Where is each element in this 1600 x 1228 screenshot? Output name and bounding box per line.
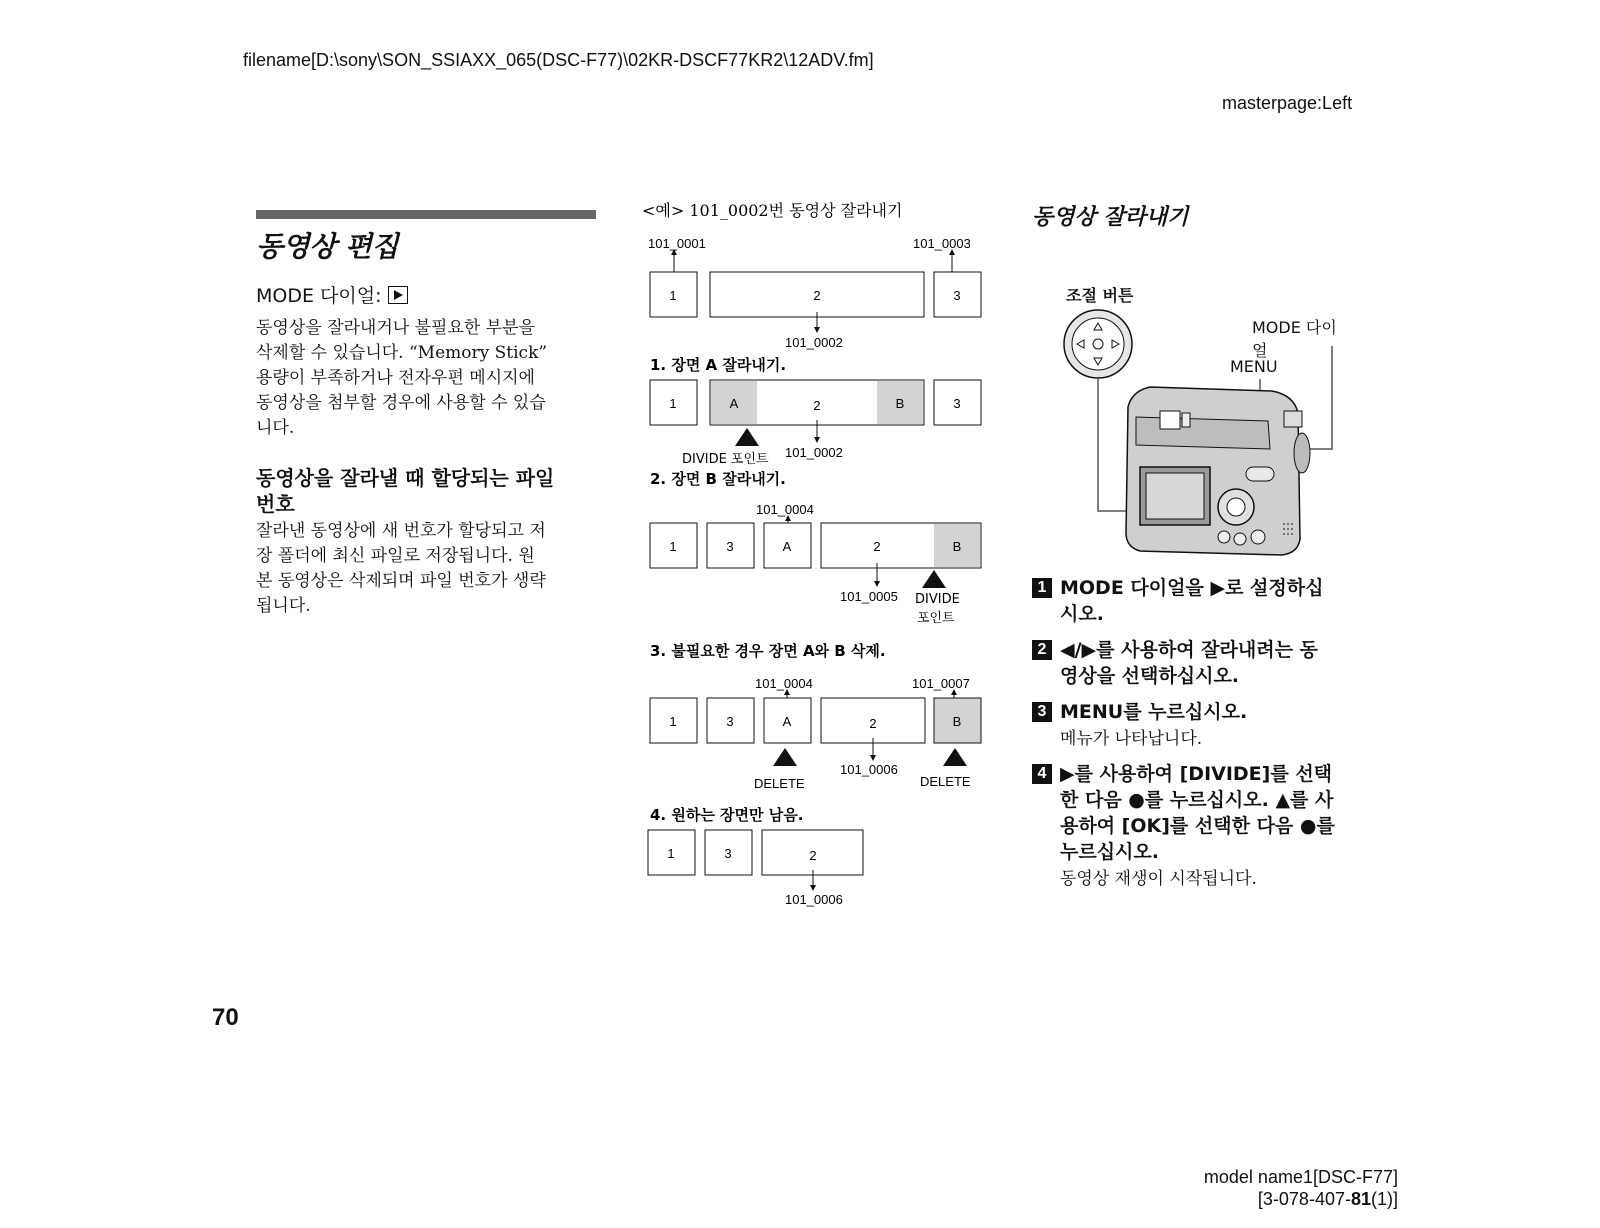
divide-label: DIVIDE <box>915 592 960 607</box>
clip-label: 1 <box>669 714 677 729</box>
step1-label: 1. 장면 A 잘라내기. <box>650 356 787 374</box>
label-101-0001: 101_0001 <box>648 236 706 251</box>
delete-label: DELETE <box>920 774 971 789</box>
control-button-label: 조절 버튼 <box>1066 286 1134 305</box>
step-line: 시오. <box>1060 603 1104 625</box>
step-line: 누르십시오. <box>1060 841 1159 863</box>
clip-label: 2 <box>809 848 817 863</box>
clip-label: 2 <box>813 398 821 413</box>
clip-label: 2 <box>869 716 877 731</box>
clip-label: 3 <box>726 539 734 554</box>
body-line: 됩니다. <box>256 596 311 616</box>
model-line-1: model name1[DSC-F77] <box>1203 1167 1398 1187</box>
clip-label: 2 <box>873 539 881 554</box>
divide-point-label: DIVIDE 포인트 <box>682 452 769 467</box>
step-text <box>1060 637 1318 689</box>
divide-point-marker <box>735 428 759 446</box>
file-number-heading <box>256 465 596 517</box>
delete-label: DELETE <box>754 776 805 791</box>
right-column <box>1032 200 1372 891</box>
clip-label: 1 <box>669 539 677 554</box>
label-101-0003: 101_0003 <box>913 236 971 251</box>
step-note: 동영상 재생이 시작됩니다. <box>1060 869 1257 889</box>
mode-dial-label: MODE 다이얼 <box>1252 318 1337 360</box>
label-101-0004: 101_0004 <box>756 502 814 517</box>
point-label: 포인트 <box>917 611 955 626</box>
clip-label: 3 <box>726 714 734 729</box>
model-code-suffix: (1)] <box>1371 1189 1398 1209</box>
play-mode-icon <box>388 286 408 304</box>
clip-label: 1 <box>667 846 675 861</box>
page-number: 70 <box>212 1004 239 1031</box>
intro-line: 동영상을 잘라내거나 불필요한 부분을 <box>256 318 535 338</box>
body-line: 잘라낸 동영상에 새 번호가 할당되고 저 <box>256 521 546 541</box>
step-number: 4 <box>1032 764 1052 784</box>
label-101-0006: 101_0006 <box>785 892 843 907</box>
intro-line: 니다. <box>256 418 295 438</box>
label-101-0006: 101_0006 <box>840 762 898 777</box>
intro-line: 용량이 부족하거나 전자우편 메시지에 <box>256 368 535 388</box>
model-line-2 <box>1188 1188 1398 1210</box>
body-line: 본 동영상은 삭제되며 파일 번호가 생략 <box>256 571 546 591</box>
mode-dial-line <box>256 281 596 308</box>
label-101-0004: 101_0004 <box>755 676 813 691</box>
heading-line: 동영상을 잘라낼 때 할당되는 파일 <box>256 466 555 490</box>
step-line: 용하여 [OK]를 선택한 다음 ●를 <box>1060 815 1335 837</box>
step-number: 3 <box>1032 702 1052 722</box>
step4-label: 4. 원하는 장면만 남음. <box>650 806 804 824</box>
step-line: ◀/▶를 사용하여 잘라내려는 동 <box>1060 639 1318 661</box>
instruction-step-1 <box>1032 575 1372 627</box>
clip-label: 2 <box>813 288 821 303</box>
divide-point-marker <box>922 570 946 588</box>
step-text <box>1060 761 1335 891</box>
clip-label: 1 <box>669 396 677 411</box>
clip-label: B <box>895 396 905 411</box>
model-code-bold: 81 <box>1350 1189 1371 1209</box>
heading-line: 번호 <box>256 492 295 516</box>
step-line: 한 다음 ●를 누르십시오. ▲를 사 <box>1060 789 1334 811</box>
file-number-paragraph <box>256 519 596 619</box>
step-text <box>1060 575 1323 627</box>
step-number: 1 <box>1032 578 1052 598</box>
intro-line: 동영상을 첨부할 경우에 사용할 수 있습 <box>256 393 546 413</box>
clip-label: B <box>952 714 962 729</box>
filename-header: filename[D:\sony\SON_SSIAXX_065(DSC-F77)\02KR-DSCF77KR2\12ADV.fm] <box>243 50 874 70</box>
clip-label: A <box>729 396 739 411</box>
label-101-0007: 101_0007 <box>912 676 970 691</box>
menu-label: MENU <box>1230 357 1278 376</box>
step-number: 2 <box>1032 640 1052 660</box>
right-section-title: 동영상 잘라내기 <box>1032 205 1189 230</box>
instruction-step-3 <box>1032 699 1372 751</box>
clip-label: 3 <box>953 288 961 303</box>
delete-marker <box>773 748 797 766</box>
body-line: 장 폴더에 최신 파일로 저장됩니다. 원 <box>256 546 535 566</box>
step2-label: 2. 장면 B 잘라내기. <box>650 470 786 488</box>
intro-paragraph <box>256 316 596 441</box>
step-line: 영상을 선택하십시오. <box>1060 665 1240 687</box>
intro-line: 삭제할 수 있습니다. “Memory Stick” <box>256 343 548 363</box>
diagram-caption: <예> 101_0002번 동영상 잘라내기 <box>642 201 903 220</box>
clip-label: B <box>952 539 962 554</box>
section-title: 동영상 편집 <box>256 230 398 263</box>
masterpage-label: masterpage:Left <box>1222 93 1353 113</box>
clip-label: A <box>782 539 792 554</box>
label-101-0005: 101_0005 <box>840 589 898 604</box>
step-line: ▶를 사용하여 [DIVIDE]를 선택 <box>1060 763 1333 785</box>
clip-label: 3 <box>724 846 732 861</box>
delete-marker <box>943 748 967 766</box>
model-code-prefix: [3-078-407- <box>1257 1189 1351 1209</box>
step-line: MODE 다이얼을 ▶로 설정하십 <box>1060 577 1324 599</box>
step-note: 메뉴가 나타납니다. <box>1060 729 1203 749</box>
divide-diagram-svg <box>640 200 990 920</box>
camera-figure <box>1032 239 1352 559</box>
instruction-step-2 <box>1032 637 1372 689</box>
mode-dial-label: MODE 다이얼: <box>256 285 382 307</box>
clip-label: A <box>782 714 792 729</box>
label-101-0002: 101_0002 <box>785 445 843 460</box>
divide-diagram <box>640 200 990 920</box>
model-name-block <box>1188 1166 1398 1210</box>
camera-illustration <box>1032 239 1352 559</box>
left-column <box>256 210 596 619</box>
label-101-0002: 101_0002 <box>785 335 843 350</box>
clip-label: 1 <box>669 288 677 303</box>
section-rule <box>256 210 596 219</box>
step-line: MENU를 누르십시오. <box>1060 701 1248 723</box>
step3-label: 3. 불필요한 경우 장면 A와 B 삭제. <box>650 642 886 660</box>
step-text <box>1060 699 1247 751</box>
instruction-step-4 <box>1032 761 1372 891</box>
clip-label: 3 <box>953 396 961 411</box>
